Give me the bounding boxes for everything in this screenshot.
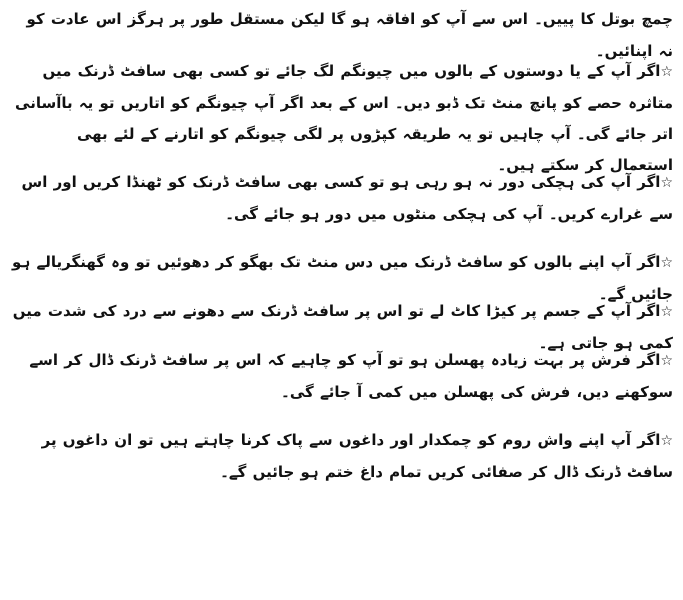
star-bullet-icon: ☆ (660, 304, 673, 320)
paragraph-curly-hair-tip (12, 247, 673, 303)
paragraph-text: اگر آپ کے یا دوستوں کے بالوں میں چیونگم لگ جائے تو کسی بھی سافٹ ڈرنک میں متاثرہ حصے کو پانچ منٹ تک ڈبو دیں۔ اس کے بعد اگر آپ چیونگم کو اتاریں تو یہ باآسانی اتر جائے گی۔ آپ چاہیں تو یہ طریقہ کپڑوں پر لگی چیونگم کو اتارنے کے لئے بھی استعمال کر سکتے ہیں۔ (15, 62, 673, 174)
paragraph-insect-bite-tip (12, 296, 673, 352)
paragraph-text: اگر فرش پر بہت زیادہ پھسلن ہو تو آپ کو چاہیے کہ اس پر سافٹ ڈرنک ڈال کر اسے سوکھنے دیں، فرش کی پھسلن میں کمی آ جائے گی۔ (29, 351, 673, 401)
star-bullet-icon: ☆ (660, 175, 673, 191)
paragraph-intro (12, 4, 673, 60)
paragraph-text: اگر آپ اپنے بالوں کو سافٹ ڈرنک میں دس منٹ تک بھگو کر دھوئیں تو وہ گھنگریالے ہو جائیں گے۔ (12, 253, 673, 303)
paragraph-chewing-gum-tip (12, 56, 673, 174)
paragraph-hiccups-tip (12, 167, 673, 229)
star-bullet-icon: ☆ (660, 255, 673, 271)
paragraph-text: چمچ بوتل کا پییں۔ اس سے آپ کو افاقہ ہو گا لیکن مستقل طور پر ہرگز اس عادت کو نہ اپنائیں۔ (26, 10, 673, 60)
star-bullet-icon: ☆ (660, 64, 673, 80)
paragraph-washroom-stains-tip (12, 425, 673, 487)
paragraph-text: اگر آپ کی ہچکی دور نہ ہو رہی ہو تو کسی بھی سافٹ ڈرنک کو ٹھنڈا کریں اور اس سے غرارے کریں۔ آپ کی ہچکی منٹوں میں دور ہو جائے گی۔ (21, 173, 673, 223)
paragraph-text: اگر آپ کے جسم پر کیڑا کاٹ لے تو اس پر سافٹ ڈرنک سے دھونے سے درد کی شدت میں کمی ہو جاتی ہے۔ (12, 302, 673, 352)
paragraph-text: اگر آپ اپنے واش روم کو چمکدار اور داغوں سے پاک کرنا چاہتے ہیں تو ان داغوں پر سافٹ ڈرنک ڈال کر صفائی کریں تمام داغ ختم ہو جائیں گے۔ (41, 431, 673, 481)
star-bullet-icon: ☆ (660, 433, 673, 449)
paragraph-slippery-floor-tip (12, 345, 673, 407)
star-bullet-icon: ☆ (660, 353, 673, 369)
